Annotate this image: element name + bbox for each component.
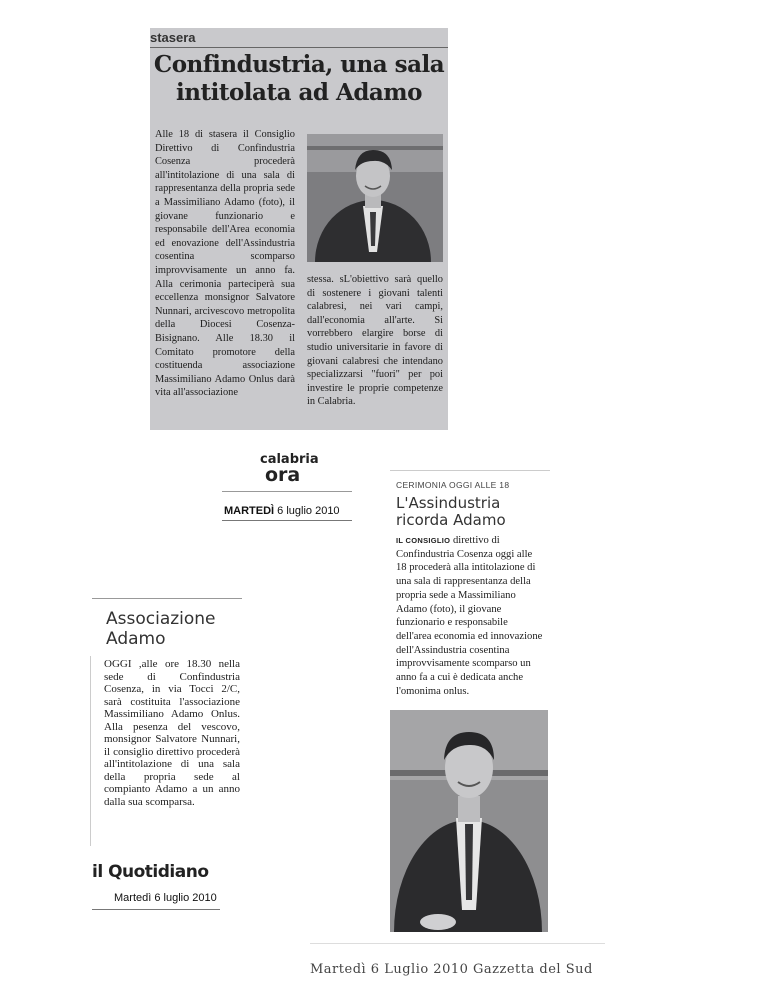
article-headline: Associazione Adamo: [106, 609, 216, 649]
clip-top-rule: [92, 598, 242, 599]
date-rest: 6 luglio 2010: [274, 505, 340, 517]
quotidiano-masthead: [92, 862, 232, 914]
article-headline: L'Assindustria ricorda Adamo: [396, 494, 506, 529]
article-kicker: CERIMONIA OGGI ALLE 18: [396, 480, 510, 490]
calabria-ora-article-clip: [390, 470, 550, 935]
clip-top-rule: [390, 470, 550, 471]
portrait-photo: [307, 134, 443, 262]
calabria-ora-masthead: [222, 450, 352, 522]
article-body: [396, 534, 544, 698]
masthead-date: [224, 505, 340, 517]
masthead-brand-top: calabria: [260, 452, 319, 467]
article-body-column-2: stessa. sL'obiettivo sarà quello di sostenere i giovani talenti calabresi, nei vari campi, dall'economia all'arte. Si vorrebbero elargire borse di studio universitarie in favore di giovani calabresi che intendano specializzarsi "fuori" per poi investire le proprie competenze in Calabria.: [307, 274, 443, 408]
article-body: OGGI ,alle ore 18.30 nella sede di Confindustria Cosenza, in via Tocci 2/C, sarà costituita l'associazione Massimiliano Adamo Onlus. Alla pesenza del vescovo, monsignor Salvatore Nunnari, il consiglio direttivo procederà all'intitolazione di una sala della propria sede al compianto Adamo a un anno dalla sua scomparsa.: [104, 658, 240, 808]
article-body-text: direttivo di Confindustria Cosenza oggi alle 18 procederà alla intitolazione di una sala di rappresentanza della propria sede a Massimiliano Adamo (foto), il giovane funzionario e responsabile dell'area economia ed innovazione dell'Assindustria cosentina improvvisamente scomparso un anno fa a cui è dedicata anche l'omonima onlus.: [396, 535, 543, 697]
article-headline: Confindustria, una sala intitolata ad Adamo: [153, 51, 445, 106]
masthead-rule: [92, 909, 220, 910]
portrait-photo: [390, 710, 548, 932]
masthead-brand-bottom: ora: [265, 464, 301, 486]
quotidiano-article-clip: [90, 598, 245, 858]
footer-rule: [310, 943, 605, 944]
portrait-image: [390, 710, 548, 932]
portrait-image: [307, 134, 443, 262]
article-body-column-1: Alle 18 di stasera il Consiglio Direttivo di Confindustria Cosenza procederà all'intitolazione di una sala di rappresentanza della propria sede a Massimiliano Adamo (foto), il giovane funzionario e responsabile dell'Area economia ed enovazione dell'Assindustria cosentina scomparso improvvisamente un anno fa. Alla cerimonia parteciperà sua eccellenza monsignor Salvatore Nunnari, arcivescovo metropolita della Diocesi Cosenza-Bisignano. Alle 18.30 il Comitato promotore della costituenda associazione Massimiliano Adamo Onlus darà vita all'associazione: [155, 129, 295, 399]
kicker-rule: [150, 47, 448, 48]
masthead-brand: il Quotidiano: [92, 862, 209, 882]
gazzetta-article-clip: [150, 28, 448, 430]
masthead-rule: [222, 491, 352, 492]
clip-side-rule: [90, 656, 91, 846]
page-footer: Martedì 6 Luglio 2010 Gazzetta del Sud: [310, 962, 593, 977]
masthead-date: Martedì 6 luglio 2010: [114, 892, 217, 904]
date-day: MARTEDÌ: [224, 505, 275, 517]
article-lead: IL CONSIGLIO: [396, 536, 451, 545]
masthead-bottom-rule: [222, 520, 352, 521]
article-kicker: stasera: [150, 30, 196, 45]
